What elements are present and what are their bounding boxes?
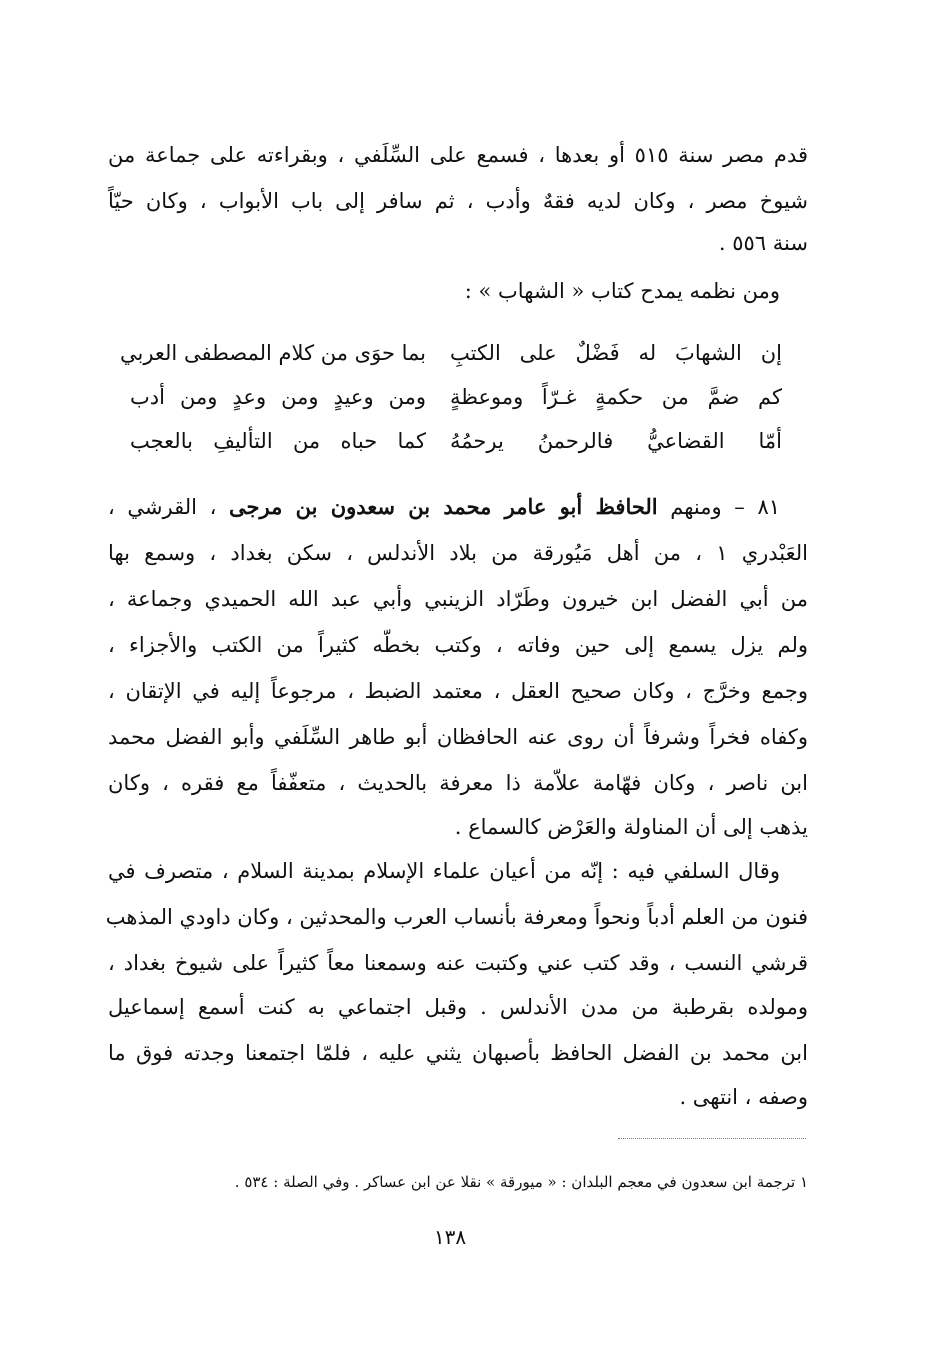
- paragraph-line: العَبْدري ١ ، من أهل مَيُورقة من بلاد الأندلس ، سكن بغداد ، وسمع بها: [108, 541, 809, 565]
- verse-first-hemistich: إن الشهابَ له فَضْلٌ على الكتبِ: [450, 341, 782, 365]
- paragraph-line: ابن ناصر ، وكان فهّامة علاّمة ذا معرفة بالحديث ، متعفّفاً مع فقره ، وكان: [108, 771, 808, 795]
- paragraph-line: سنة ٥٥٦ .: [718, 231, 808, 255]
- verse-second-hemistich: بما حوَى من كلام المصطفى العربي: [119, 341, 426, 365]
- paragraph-line: قدم مصر سنة ٥١٥ أو بعدها ، فسمع على السِّلَفي ، وبقراءته على جماعة من: [108, 143, 809, 167]
- paragraph-line: من أبي الفضل ابن خيرون وطَرّاد الزينبي وأبي عبد الله الحميدي وجماعة ،: [108, 587, 808, 611]
- footnote-separator: [618, 1138, 806, 1139]
- paragraph-line: وقال السلفي فيه : إنّه من أعيان علماء الإسلام بمدينة السلام ، متصرف في: [108, 859, 780, 883]
- paragraph-line: وصفه ، انتهى .: [679, 1085, 808, 1109]
- paragraph-line: ومولده بقرطبة من مدن الأندلس . وقبل اجتماعي به كنت أسمع إسماعيل: [108, 995, 808, 1019]
- paragraph-line: فنون من العلم أدباً ونحواً ومعرفة بأنساب العرب والمحدثين ، وكان داودي المذهب: [105, 905, 808, 929]
- paragraph-line: وكفاه فخراً وشرفاً أن روى عنه الحافظان أبو طاهر السِّلَفي وأبو الفضل محمد: [108, 725, 808, 749]
- paragraph-line: شيوخ مصر ، وكان لديه فقهٌ وأدب ، ثم سافر إلى باب الأبواب ، وكان حيّاً: [108, 189, 808, 213]
- paragraph-line: ولم يزل يسمع إلى حين وفاته ، وكتب بخطّه كثيراً من الكتب والأجزاء ،: [108, 633, 808, 657]
- paragraph-line: وجمع وخرَّج ، وكان صحيح العقل ، معتمد الضبط ، مرجوعاً إليه في الإتقان ،: [108, 679, 808, 703]
- verse-first-hemistich: كم ضمَّ من حكمةٍ غـرّاً وموعظةٍ: [450, 385, 782, 409]
- paragraph-line: يذهب إلى أن المناولة والعَرْض كالسماع .: [454, 815, 808, 839]
- entry-number: ٨١ – ومنهم: [657, 495, 780, 519]
- entry-subject-name: الحافظ أبو عامر محمد بن سعدون بن مرجى: [229, 494, 658, 519]
- verse-second-hemistich: كما حباه من التأليفِ بالعجب: [130, 429, 426, 453]
- verse-first-hemistich: أمّا القضاعيُّ فالرحمنُ يرحمُهُ: [450, 429, 782, 453]
- paragraph-line: قرشي النسب ، وقد كتب عني وكتبت عنه وسمعنا معاً كثيراً على شيوخ بغداد ،: [108, 951, 808, 975]
- entry-heading-tail: ، القرشي ،: [108, 495, 230, 519]
- poem-intro: ومن نظمه يمدح كتاب « الشهاب » :: [464, 279, 780, 303]
- footnote: ١ ترجمة ابن سعدون في معجم البلدان : « ميورقة » نقلا عن ابن عساكر . وفي الصلة : ٥٣٤ .: [234, 1173, 808, 1191]
- entry-heading-line: [108, 492, 780, 522]
- page-number: ١٣٨: [433, 1225, 467, 1249]
- verse-second-hemistich: ومن وعيدٍ ومن وعدٍ ومن أدب: [130, 385, 426, 409]
- paragraph-line: ابن محمد بن الفضل الحافظ بأصبهان يثني عليه ، فلمّا اجتمعنا وجدته فوق ما: [108, 1041, 808, 1065]
